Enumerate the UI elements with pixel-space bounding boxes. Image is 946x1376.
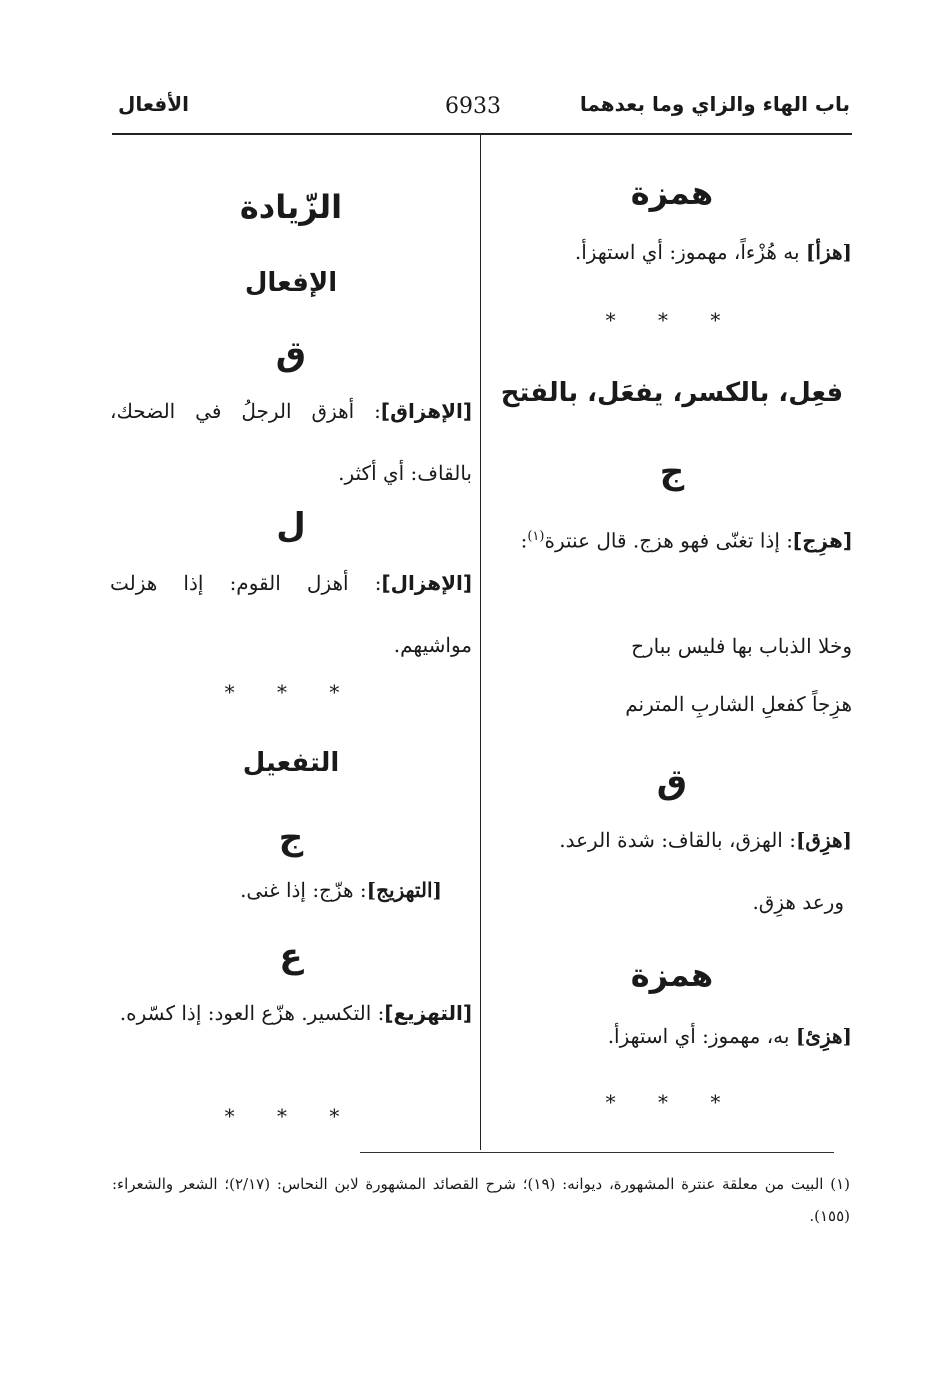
verse-line-1: وخلا الذباب بها فليس ببارح: [631, 634, 852, 658]
entry-haza: [492, 240, 852, 264]
entry-hazi: [492, 1024, 852, 1048]
footnote-marker: (١): [527, 529, 545, 544]
heading-hamza-1: همزة: [630, 174, 714, 212]
heading-hamza-2: همزة: [630, 956, 714, 994]
letter-heading-jim: ج: [659, 452, 685, 492]
entry-headword: [الإهزال]: [381, 571, 472, 595]
footnote: (١) البيت من معلقة عنترة المشهورة، ديوانه: (١٩)؛ شرح القصائد المشهورة لابن النحاس: (٢/١٧)؛ الشعر والشعراء: (١٥٥).: [112, 1175, 850, 1225]
heading-ziyada: الزّيادة: [239, 188, 343, 226]
entry-headword: [هزِج]: [792, 528, 852, 553]
entry-definition: به، مهموز: أي استهزأ.: [607, 1024, 790, 1048]
letter-heading-lam: ل: [276, 506, 306, 546]
entry-haziq-continuation: ورعد هزِق.: [752, 890, 844, 914]
verse-line-2: هزِجاً كفعلِ الشاربِ المترنم: [625, 692, 852, 716]
section-separator: * * *: [605, 308, 739, 332]
letter-heading-qaf: ق: [656, 762, 688, 802]
section-separator: * * *: [605, 1090, 739, 1114]
entry-definition: به هُزْءاً، مهموز: أي استهزأ.: [574, 240, 800, 264]
letter-heading-jim: ج: [278, 818, 304, 858]
entry-definition: : أهزق الرجلُ في الضحك، بالقاف: أي أكثر.: [110, 399, 472, 485]
header-rule: [112, 133, 852, 135]
entry-headword: [التهزيع]: [384, 1001, 472, 1025]
heading-ifal: الإفعال: [244, 268, 338, 298]
entry-headword: [هزأ]: [805, 240, 852, 264]
entry-haziq: [492, 828, 852, 852]
entry-definition: : التكسير. هزّع العود: إذا كسّره.: [119, 1001, 385, 1025]
entry-tail: :: [520, 528, 528, 553]
heading-tafil: التفعيل: [242, 748, 340, 778]
entry-headword: [الإهزاق]: [380, 399, 472, 423]
footnote-rule: [360, 1152, 834, 1153]
letter-heading-qaf: ق: [275, 334, 307, 374]
page-number: 6933: [445, 94, 501, 119]
entry-headword: [هزِق]: [795, 828, 852, 852]
section-separator: * * *: [224, 1104, 358, 1128]
entry-definition: : أهزل القوم: إذا هزلت مواشيهم.: [110, 571, 472, 657]
column-divider: [480, 135, 481, 1150]
heading-verb-pattern: فعِل، بالكسر، يفعَل، بالفتح: [500, 378, 844, 408]
entry-ihzaq: [110, 380, 472, 504]
entry-tahzij: [110, 878, 472, 902]
entry-headword: [التهزيج]: [366, 878, 442, 902]
running-head-chapter: باب الهاء والزاي وما بعدهما: [579, 92, 850, 116]
entry-definition: : إذا تغنّى فهو هزج. قال عنترة: [544, 528, 793, 553]
entry-definition: : الهزق، بالقاف: شدة الرعد.: [559, 828, 796, 852]
letter-heading-ain: ع: [279, 936, 303, 976]
entry-hazij: [492, 506, 852, 572]
entry-definition: : هزّج: إذا غنى.: [240, 878, 367, 902]
entry-headword: [هزِئ]: [795, 1024, 852, 1048]
entry-tahzi: [110, 982, 472, 1044]
running-head-section: الأفعال: [118, 92, 189, 116]
entry-ihzal: [110, 552, 472, 676]
section-separator: * * *: [224, 680, 358, 704]
